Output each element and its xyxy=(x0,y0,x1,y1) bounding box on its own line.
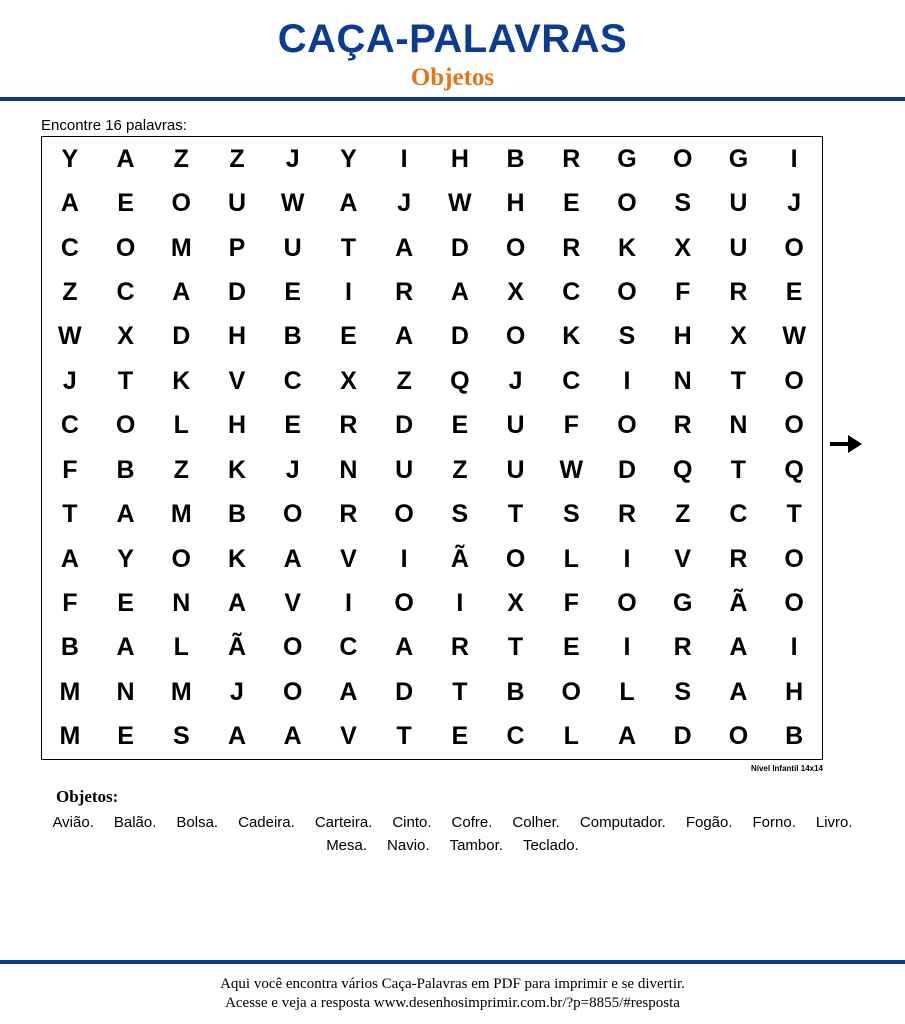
grid-letter: F xyxy=(563,411,579,440)
word-list-item: Computador. xyxy=(579,814,666,831)
grid-letter: T xyxy=(507,500,524,529)
grid-letter: L xyxy=(619,677,635,706)
grid-letter: X xyxy=(730,322,747,351)
grid-letter: E xyxy=(117,722,134,751)
grid-letter: B xyxy=(283,322,302,351)
grid-letter: A xyxy=(339,677,358,706)
grid-letter: E xyxy=(562,633,580,662)
word-list-item: Avião. xyxy=(52,814,94,831)
grid-letter: U xyxy=(729,189,748,218)
word-list-item: Livro. xyxy=(815,814,853,831)
grid-letter: B xyxy=(60,633,79,662)
footer-line-2: Acesse e veja a resposta www.desenhosimprimir.com.br/?p=8855/#resposta xyxy=(225,995,680,1011)
grid-letter: Ã xyxy=(729,588,748,617)
grid-letter: N xyxy=(172,588,191,617)
word-list-item: Navio. xyxy=(387,837,430,854)
grid-letter: A xyxy=(395,233,414,262)
grid-letter: J xyxy=(285,455,300,484)
grid-letter: P xyxy=(228,233,246,262)
grid-letter: S xyxy=(674,189,692,218)
grid-letter: H xyxy=(227,322,247,351)
grid-letter: H xyxy=(506,189,525,218)
grid-letter: Ã xyxy=(450,544,469,573)
grid-letter: O xyxy=(784,411,804,440)
grid-letter: B xyxy=(506,677,525,706)
grid-letter: O xyxy=(784,544,804,573)
grid-letter: T xyxy=(117,366,134,395)
grid-letter: J xyxy=(62,366,77,395)
grid-letter: Q xyxy=(672,455,693,484)
grid-letter: M xyxy=(170,500,192,529)
grid-letter: L xyxy=(563,544,579,573)
grid-letter: N xyxy=(729,411,748,440)
word-list-item: Fogão. xyxy=(685,814,733,831)
grid-letter: R xyxy=(617,500,637,529)
grid-letter: N xyxy=(673,366,692,395)
grid-letter: O xyxy=(282,500,303,529)
grid-letter: I xyxy=(344,277,352,306)
grid-letter: B xyxy=(227,500,247,529)
grid-letter: W xyxy=(559,455,584,484)
grid-letter: L xyxy=(563,722,579,751)
grid-letter: R xyxy=(673,411,692,440)
grid-letter: A xyxy=(283,544,302,573)
grid-letter: X xyxy=(340,366,357,395)
grid-letter: U xyxy=(506,411,525,440)
grid-letter: R xyxy=(339,411,358,440)
grid-letter: T xyxy=(786,500,802,529)
grid-letter: Y xyxy=(61,144,79,173)
grid-letter: O xyxy=(505,544,526,573)
word-list-item: Cofre. xyxy=(451,814,493,831)
grid-letter: A xyxy=(116,500,135,529)
grid-letter: B xyxy=(785,722,804,751)
grid-letter: T xyxy=(62,500,78,529)
grid-letter: S xyxy=(172,722,190,751)
grid-letter: A xyxy=(617,722,637,751)
grid-letter: F xyxy=(62,455,78,484)
grid-letter: I xyxy=(790,633,798,662)
grid-letter: F xyxy=(62,588,78,617)
grid-letter: T xyxy=(396,722,412,751)
grid-letter: R xyxy=(562,144,581,173)
word-list xyxy=(40,814,865,855)
grid-letter: D xyxy=(450,322,469,351)
grid-letter: D xyxy=(450,233,469,262)
grid-letter: V xyxy=(674,544,692,573)
grid-letter: O xyxy=(617,277,637,306)
grid-letter: O xyxy=(282,677,303,706)
grid-letter: I xyxy=(623,633,631,662)
grid-letter: K xyxy=(562,322,581,351)
instructions-text: Encontre 16 palavras: xyxy=(41,117,187,134)
top-divider xyxy=(0,97,905,101)
grid-letter: Q xyxy=(784,455,804,484)
grid-letter: E xyxy=(117,189,134,218)
grid-letter: F xyxy=(675,277,691,306)
grid-letter: O xyxy=(171,189,191,218)
grid-letter: X xyxy=(674,233,692,262)
word-list-title: Objetos: xyxy=(56,787,119,806)
grid-letter: O xyxy=(617,189,637,218)
grid-letter: U xyxy=(729,233,748,262)
grid-letter: I xyxy=(400,544,408,573)
grid-letter: Z xyxy=(229,144,245,173)
grid-letter: K xyxy=(227,455,247,484)
grid-letter: S xyxy=(451,500,469,529)
grid-letter: D xyxy=(617,455,637,484)
grid-letter: S xyxy=(618,322,636,351)
grid-letter: A xyxy=(227,722,247,751)
grid-letter: O xyxy=(617,588,637,617)
grid-letter: A xyxy=(395,633,414,662)
grid-letter: V xyxy=(340,544,357,573)
page-subtitle: Objetos xyxy=(410,64,495,91)
grid-letter: O xyxy=(728,722,749,751)
word-list-item: Forno. xyxy=(752,814,796,831)
grid-letter: W xyxy=(448,189,472,218)
grid-letter: B xyxy=(116,455,135,484)
word-search-grid xyxy=(41,136,823,760)
grid-letter: O xyxy=(282,633,303,662)
grid-letter: G xyxy=(672,588,693,617)
grid-letter: T xyxy=(730,366,747,395)
grid-letter: X xyxy=(507,588,524,617)
grid-letter: F xyxy=(563,588,579,617)
grid-letter: A xyxy=(283,722,302,751)
grid-letter: O xyxy=(617,411,637,440)
grid-letter: Q xyxy=(450,366,470,395)
grid-letter: A xyxy=(116,633,135,662)
grid-letter: O xyxy=(784,588,804,617)
grid-letter: E xyxy=(284,411,302,440)
grid-letter: V xyxy=(340,722,357,751)
grid-letter: J xyxy=(397,189,412,218)
grid-letter: O xyxy=(394,588,414,617)
word-list-item: Mesa. xyxy=(326,837,368,854)
level-label: Nível Infantil 14x14 xyxy=(750,764,823,773)
grid-letter: H xyxy=(227,411,247,440)
grid-letter: W xyxy=(58,322,82,351)
grid-letter: R xyxy=(562,233,581,262)
word-list-item: Cinto. xyxy=(392,814,432,831)
grid-letter: I xyxy=(790,144,798,173)
grid-letter: E xyxy=(785,277,803,306)
grid-letter: I xyxy=(344,588,352,617)
grid-letter: M xyxy=(170,677,192,706)
grid-letter: S xyxy=(674,677,692,706)
grid-letter: E xyxy=(284,277,302,306)
grid-letter: O xyxy=(561,677,581,706)
grid-letter: M xyxy=(170,233,192,262)
grid-letter: O xyxy=(505,233,526,262)
grid-letter: D xyxy=(172,322,191,351)
word-list-item: Bolsa. xyxy=(176,814,219,831)
grid-letter: M xyxy=(59,722,81,751)
grid-letter: E xyxy=(451,722,469,751)
grid-letter: T xyxy=(340,233,357,262)
grid-letter: V xyxy=(228,366,246,395)
grid-letter: C xyxy=(60,411,79,440)
grid-letter: E xyxy=(340,322,357,351)
grid-letter: C xyxy=(562,366,581,395)
grid-letter: A xyxy=(729,633,748,662)
grid-letter: O xyxy=(505,322,526,351)
grid-letter: Ã xyxy=(227,633,247,662)
grid-letter: R xyxy=(339,500,358,529)
grid-letter: C xyxy=(283,366,302,395)
grid-letter: C xyxy=(729,500,748,529)
grid-letter: I xyxy=(623,366,631,395)
grid-letter: Z xyxy=(675,500,691,529)
grid-letter: Z xyxy=(173,144,189,173)
grid-letter: K xyxy=(227,544,247,573)
grid-letter: X xyxy=(117,322,134,351)
grid-letter: Y xyxy=(340,144,357,173)
grid-letter: O xyxy=(394,500,414,529)
grid-letter: E xyxy=(562,189,580,218)
grid-letter: J xyxy=(285,144,300,173)
grid-letter: J xyxy=(230,677,244,706)
word-list-item: Carteira. xyxy=(314,814,373,831)
arrow-right-icon xyxy=(830,433,862,455)
grid-letter: R xyxy=(450,633,469,662)
grid-letter: H xyxy=(673,322,692,351)
word-list-item: Colher. xyxy=(512,814,560,831)
grid-letter: O xyxy=(171,544,191,573)
grid-letter: Y xyxy=(117,544,134,573)
grid-letter: O xyxy=(784,233,804,262)
grid-letter: U xyxy=(283,233,302,262)
grid-letter: E xyxy=(451,411,469,440)
grid-letter: C xyxy=(506,722,525,751)
grid-letter: V xyxy=(284,588,302,617)
grid-letter: T xyxy=(507,633,524,662)
grid-letter: J xyxy=(787,189,802,218)
word-list-item: Balão. xyxy=(113,814,157,831)
grid-letter: D xyxy=(227,277,247,306)
grid-letter: O xyxy=(784,366,804,395)
grid-letter: O xyxy=(672,144,693,173)
grid-letter: Z xyxy=(396,366,412,395)
grid-letter: Z xyxy=(62,277,78,306)
grid-letter: I xyxy=(400,144,408,173)
grid-letter: D xyxy=(395,677,414,706)
footer-line-1: Aqui você encontra vários Caça-Palavras em PDF para imprimir e se divertir. xyxy=(220,976,685,992)
word-list-item: Tambor. xyxy=(449,837,503,854)
grid-letter: E xyxy=(117,588,134,617)
grid-letter: R xyxy=(729,544,748,573)
grid-letter: W xyxy=(280,189,305,218)
grid-letter: O xyxy=(115,233,136,262)
grid-letter: A xyxy=(60,544,79,573)
grid-letter: T xyxy=(452,677,468,706)
bottom-divider xyxy=(0,960,905,964)
grid-letter: D xyxy=(673,722,692,751)
grid-letter: A xyxy=(116,144,135,173)
grid-letter: K xyxy=(617,233,637,262)
grid-letter: B xyxy=(506,144,525,173)
grid-letter: H xyxy=(450,144,469,173)
word-list-item: Teclado. xyxy=(522,837,579,854)
grid-letter: S xyxy=(562,500,580,529)
grid-letter: A xyxy=(172,277,191,306)
grid-letter: U xyxy=(227,189,247,218)
grid-letter: R xyxy=(729,277,748,306)
grid-letter: A xyxy=(395,322,414,351)
grid-letter: C xyxy=(339,633,358,662)
grid-letter: L xyxy=(173,411,189,440)
grid-letter: M xyxy=(59,677,81,706)
grid-letter: H xyxy=(785,677,804,706)
grid-letter: W xyxy=(782,322,806,351)
grid-letter: O xyxy=(115,411,136,440)
grid-letter: R xyxy=(673,633,692,662)
grid-letter: G xyxy=(728,144,749,173)
page-title: CAÇA-PALAVRAS xyxy=(277,17,628,61)
grid-letter: C xyxy=(116,277,135,306)
grid-letter: G xyxy=(617,144,637,173)
grid-letter: A xyxy=(339,189,358,218)
grid-letter: R xyxy=(395,277,414,306)
grid-letter: I xyxy=(456,588,464,617)
grid-letter: N xyxy=(339,455,358,484)
grid-letter: A xyxy=(60,189,79,218)
grid-letter: T xyxy=(730,455,747,484)
grid-letter: N xyxy=(116,677,135,706)
grid-letter: U xyxy=(506,455,525,484)
grid-letter: L xyxy=(173,633,189,662)
grid-letter: C xyxy=(60,233,79,262)
grid-letter: Z xyxy=(173,455,189,484)
grid-letter: A xyxy=(729,677,748,706)
grid-letter: I xyxy=(623,544,631,573)
grid-letter: D xyxy=(395,411,414,440)
grid-letter: K xyxy=(172,366,191,395)
grid-letter: A xyxy=(450,277,469,306)
grid-letter: C xyxy=(562,277,581,306)
word-list-item: Cadeira. xyxy=(238,814,295,831)
grid-letter: X xyxy=(507,277,524,306)
grid-letter: Z xyxy=(452,455,468,484)
grid-letter: A xyxy=(227,588,247,617)
grid-letter: U xyxy=(395,455,414,484)
footer xyxy=(0,975,905,1013)
grid-letter: J xyxy=(508,366,523,395)
